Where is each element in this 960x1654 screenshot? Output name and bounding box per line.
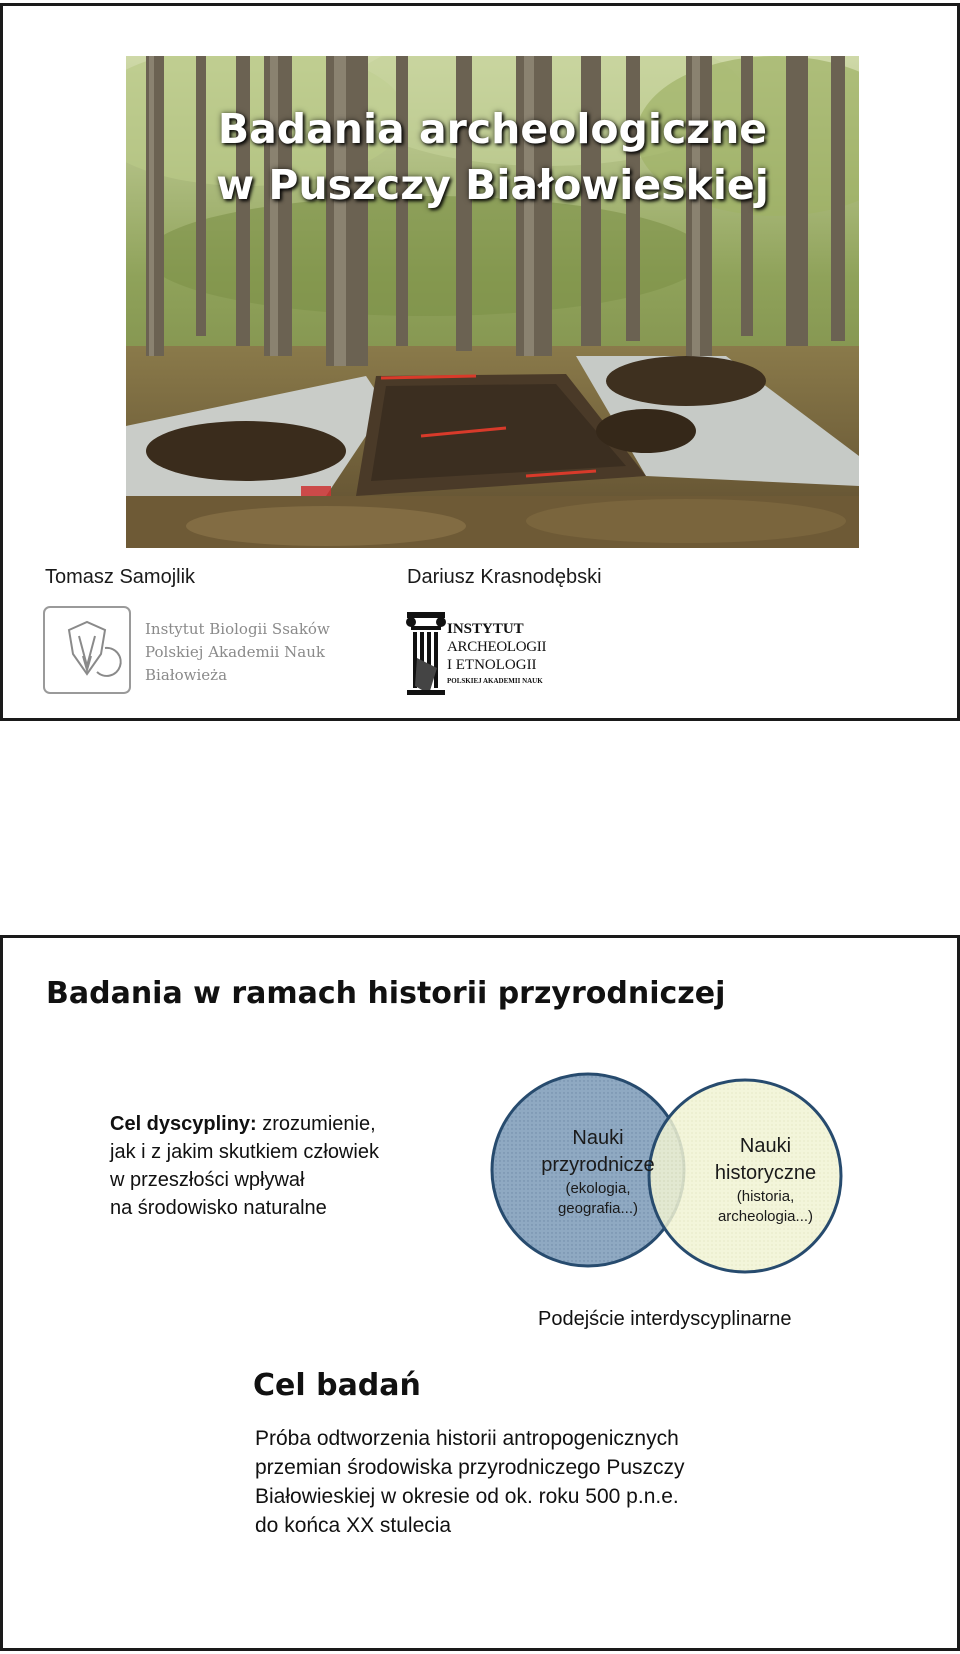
author-name: Dariusz Krasnodębski xyxy=(407,566,602,588)
institute-archeology-logo xyxy=(403,608,563,700)
author-name: Tomasz Samojlik xyxy=(45,566,196,588)
discipline-goal xyxy=(110,1110,379,1222)
venn-label-historical: Nauki historyczne (historia, archeologia...) xyxy=(714,1135,817,1225)
goal-line: jak i z jakim skutkiem człowiek xyxy=(110,1141,379,1163)
title-slide xyxy=(0,3,960,721)
goal-line: na środowisko naturalne xyxy=(110,1197,327,1219)
goal-line: zrozumienie, xyxy=(256,1113,376,1135)
research-goal-title: Cel badań xyxy=(253,1368,421,1403)
bison-logo-icon xyxy=(43,606,131,694)
content-slide xyxy=(0,935,960,1651)
approach-caption: Podejście interdyscyplinarne xyxy=(538,1308,792,1330)
goal-label: Cel dyscypliny: xyxy=(110,1113,257,1135)
institute-biology-name: Instytut Biologii Ssaków Polskiej Akademii Nauk Białowieża xyxy=(145,620,330,684)
column-logo-icon xyxy=(403,608,449,698)
research-goal-text: Próba odtworzenia historii antropogenicznych przemian środowiska przyrodniczego Puszczy Białowieskiej w okresie od ok. roku 500 p.n.e. do końca XX stulecia xyxy=(255,1427,685,1537)
slide-title-line1: Badania archeologiczne xyxy=(217,105,768,153)
slide-title xyxy=(126,101,859,213)
institute-archeology-name: INSTYTUT ARCHEOLOGII I ETNOLOGII POLSKIEJ AKADEMII NAUK xyxy=(447,621,547,685)
slide-heading: Badania w ramach historii przyrodniczej xyxy=(46,976,726,1011)
forest-excavation-photo xyxy=(126,56,859,548)
venn-label-natural: Nauki przyrodnicze (ekologia, geografia...) xyxy=(541,1127,655,1217)
goal-line: w przeszłości wpływał xyxy=(110,1169,305,1191)
institute-biology-logo xyxy=(43,606,333,701)
slide-title-line2: w Puszczy Białowieskiej xyxy=(216,161,769,209)
